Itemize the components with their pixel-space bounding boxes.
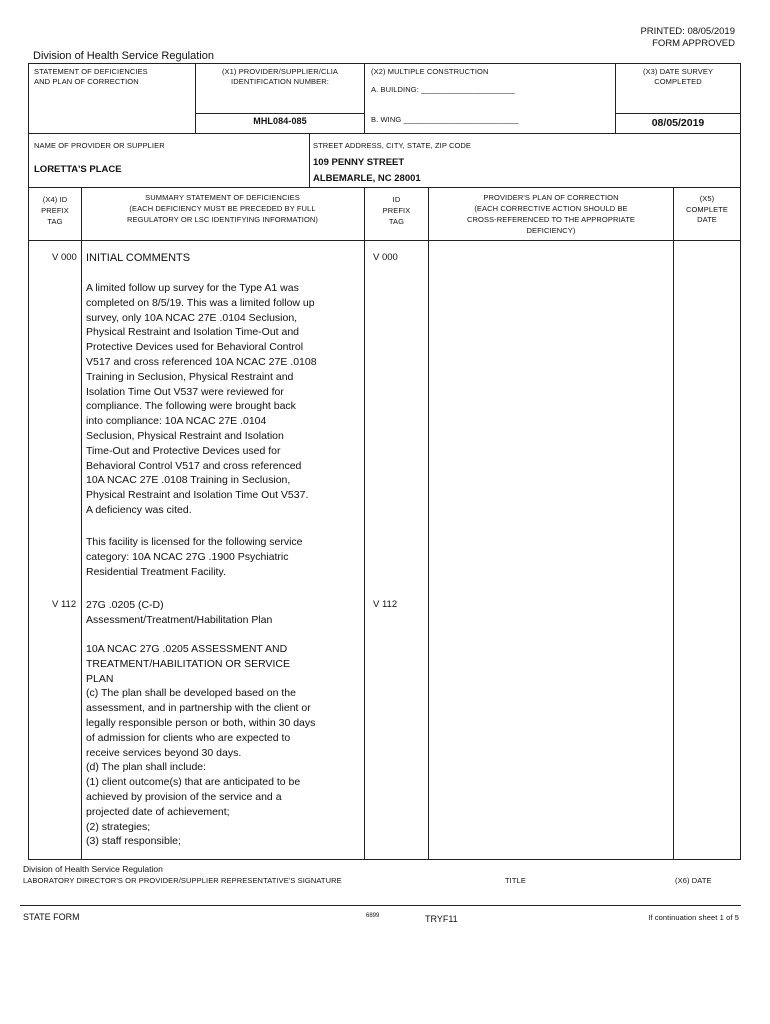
address-line1: 109 PENNY STREET: [313, 157, 405, 168]
printed-date: PRINTED: 08/05/2019: [640, 26, 735, 37]
provider-label: NAME OF PROVIDER OR SUPPLIER: [34, 141, 165, 150]
entry-tag: V 112: [52, 599, 77, 610]
x1-label: (X1) PROVIDER/SUPPLIER/CLIA IDENTIFICATION NUMBER:: [221, 67, 339, 86]
entry-paragraph: 10A NCAC 27G .0205 ASSESSMENT AND TREATMENT/HABILITATION OR SERVICE PLAN (c) The plan shall be developed based on the assessment, and in partnership with the client or legally responsible person or both, within 30 days of admission for clients who are expected to receive services beyond 30 days. (d) The plan shall include: (1) client outcome(s) that are anticipated to be achieved by provision of the service and a projected date of achievement; (2) strategies; (3) staff responsible;: [86, 643, 316, 848]
entry-id-tag: V 112: [373, 599, 398, 610]
entry-paragraph: A limited follow up survey for the Type A1 was completed on 8/5/19. This was a limited follow up survey, only 10A NCAC 27E .0104 Seclusion, Physical Restraint and Isolation Time-Out and Protective Devices used for Behavioral Control V517 and cross referenced 10A NCAC 27E .0108 Training in Seclusion, Physical Restraint and Isolation Time Out V537 were reviewed for compliance. The following were brought back into compliance: 10A NCAC 27E .0104 Seclusion, Physical Restraint and Isolation Time-Out and Protective Devices used for Behavioral Control V517 and cross referenced 10A NCAC 27E .0108 Training in Seclusion, Physical Restraint and Isolation Time Out V537. A deficiency was cited.: [86, 282, 317, 516]
event-id: TRYF11: [425, 914, 458, 924]
signature-label: LABORATORY DIRECTOR'S OR PROVIDER/SUPPLIER REPRESENTATIVE'S SIGNATURE: [23, 876, 342, 885]
x3-value: 08/05/2019: [651, 117, 705, 129]
entry-title: 27G .0205 (C-D) Assessment/Treatment/Habilitation Plan: [86, 599, 273, 626]
state-form-label: STATE FORM: [23, 912, 80, 922]
agency-title: Division of Health Service Regulation: [33, 50, 214, 62]
title-label: TITLE: [505, 876, 526, 885]
col-id-header: ID PREFIX TAG: [382, 195, 411, 226]
wing-label: B. WING ___________________________: [371, 115, 519, 124]
x6-date-label: (X6) DATE: [675, 876, 712, 885]
col-x4-header: (X4) ID PREFIX TAG: [41, 195, 69, 226]
entry-tag: V 000: [52, 252, 77, 263]
address-label: STREET ADDRESS, CITY, STATE, ZIP CODE: [313, 141, 472, 150]
provider-name: LORETTA'S PLACE: [34, 164, 122, 175]
form-code: 6899: [366, 913, 380, 919]
x1-value: MHL084-085: [253, 116, 307, 126]
footer-agency: Division of Health Service Regulation: [23, 864, 163, 874]
col-x5-header: (X5) COMPLETE DATE: [685, 194, 729, 224]
col-summary-header: SUMMARY STATEMENT OF DEFICIENCIES (EACH DEFICIENCY MUST BE PRECEDED BY FULL REGULATORY OR LSC IDENTIFYING INFORMATION): [126, 193, 319, 224]
entry-id-tag: V 000: [373, 252, 398, 263]
col-plan-header: PROVIDER'S PLAN OF CORRECTION (EACH CORRECTIVE ACTION SHOULD BE CROSS-REFERENCED TO THE APPROPRIATE DEFICIENCY): [467, 193, 635, 235]
x3-label: (X3) DATE SURVEY COMPLETED: [642, 67, 714, 86]
address-line2: ALBEMARLE, NC 28001: [313, 173, 421, 184]
x2-label: (X2) MULTIPLE CONSTRUCTION: [371, 67, 489, 76]
statement-label: STATEMENT OF DEFICIENCIES AND PLAN OF CORRECTION: [34, 67, 148, 86]
entry-title: INITIAL COMMENTS: [86, 252, 191, 264]
form-approved: FORM APPROVED: [652, 38, 735, 49]
building-label: A. BUILDING: ______________________: [371, 85, 516, 94]
continuation-sheet: If continuation sheet 1 of 5: [648, 913, 739, 922]
entry-paragraph: This facility is licensed for the following service category: 10A NCAC 27G .1900 Psychiatric Residential Treatment Facility.: [86, 536, 303, 578]
